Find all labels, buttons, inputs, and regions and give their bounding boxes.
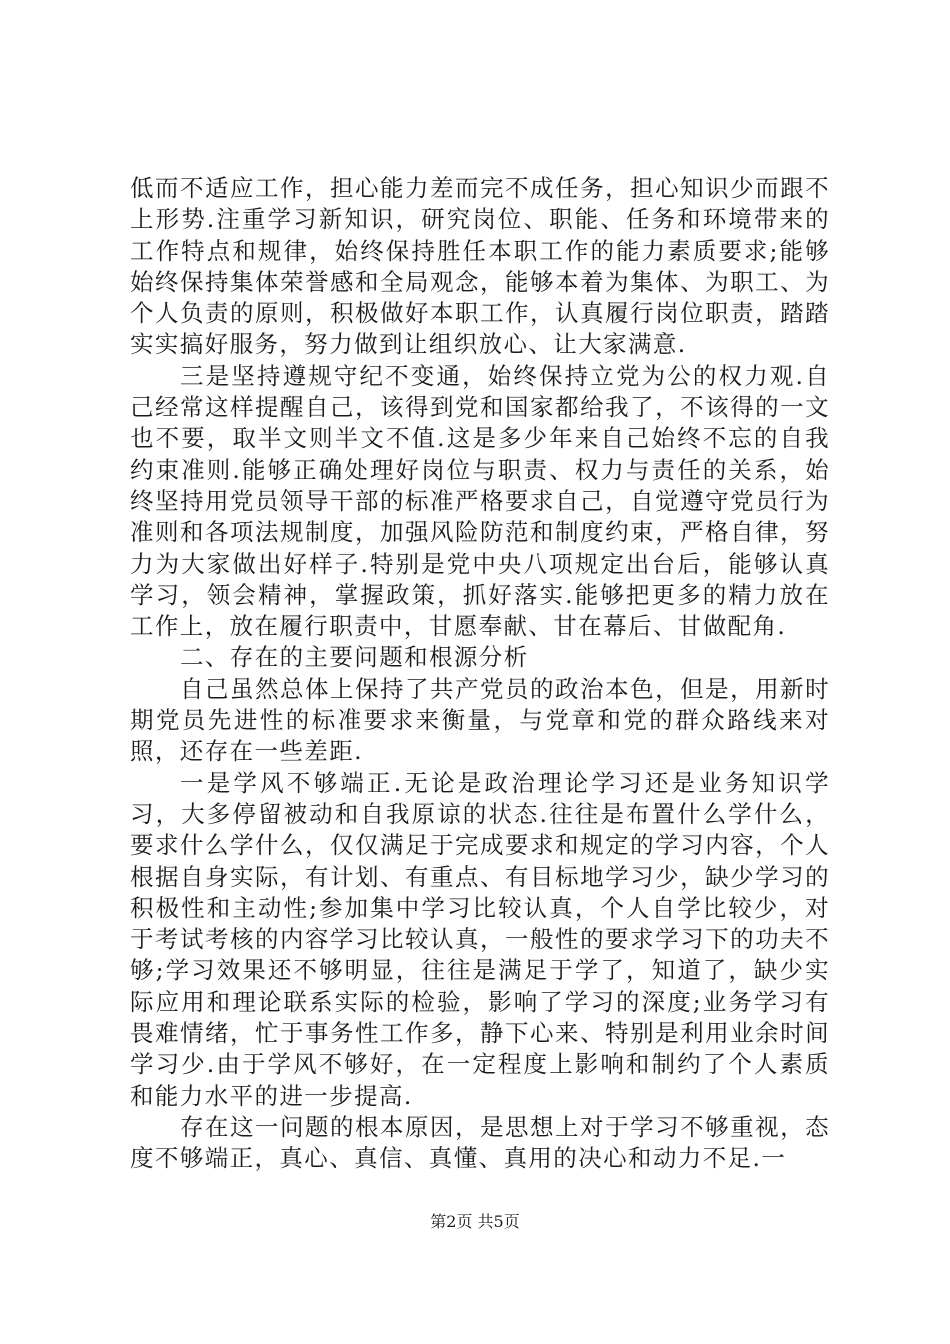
paragraph-point-three: 三是坚持遵规守纪不变通，始终保持立党为公的权力观.自己经常这样提醒自己，该得到党和国家都给我了，不该得的一文也不要，取半文则半文不值.这是多少年来自己始终不忘的自我约束准则.能够正确处理好岗位与职责、权力与责任的关系，始终坚持用党员领导干部的标准严格要求自己，自觉遵守党员行为准则和各项法规制度，加强风险防范和制度约束，严格自律，努力为大家做出好样子.特别是党中央八项规定出台后，能够认真学习，领会精神，掌握政策，抓好落实.能够把更多的精力放在工作上，放在履行职责中，甘愿奉献、甘在幕后、甘做配角. xyxy=(130,361,830,641)
paragraph-overview: 自己虽然总体上保持了共产党员的政治本色，但是，用新时期党员先进性的标准要求来衡量，与党章和党的群众路线来对照，还存在一些差距. xyxy=(130,674,830,766)
paragraph-point-one: 一是学风不够端正.无论是政治理论学习还是业务知识学习，大多停留被动和自我原谅的状态.往往是布置什么学什么，要求什么学什么，仅仅满足于完成要求和规定的学习内容，个人根据自身实际，有计划、有重点、有目标地学习少，缺少学习的积极性和主动性;参加集中学习比较认真，个人自学比较少，对于考试考核的内容学习比较认真，一般性的要求学习下的功夫不够;学习效果还不够明显，往往是满足于学了，知道了，缺少实际应用和理论联系实际的检验，影响了学习的深度;业务学习有畏难情绪，忙于事务性工作多，静下心来、特别是利用业余时间学习少.由于学风不够好，在一定程度上影响和制约了个人素质和能力水平的进一步提高. xyxy=(130,768,830,1110)
paragraph-continuation: 低而不适应工作，担心能力差而完不成任务，担心知识少而跟不上形势.注重学习新知识，研究岗位、职能、任务和环境带来的工作特点和规律，始终保持胜任本职工作的能力素质要求;能够始终保持集体荣誉感和全局观念，能够本着为集体、为职工、为个人负责的原则，积极做好本职工作，认真履行岗位职责，踏踏实实搞好服务，努力做到让组织放心、让大家满意. xyxy=(130,174,830,359)
paragraph-root-cause: 存在这一问题的根本原因，是思想上对于学习不够重视，态度不够端正，真心、真信、真懂、真用的决心和动力不足.一 xyxy=(130,1112,830,1173)
document-body xyxy=(130,173,830,1175)
section-heading-problems: 二、存在的主要问题和根源分析 xyxy=(180,643,529,672)
page-number-footer: 第2页 共5页 xyxy=(430,1212,520,1231)
